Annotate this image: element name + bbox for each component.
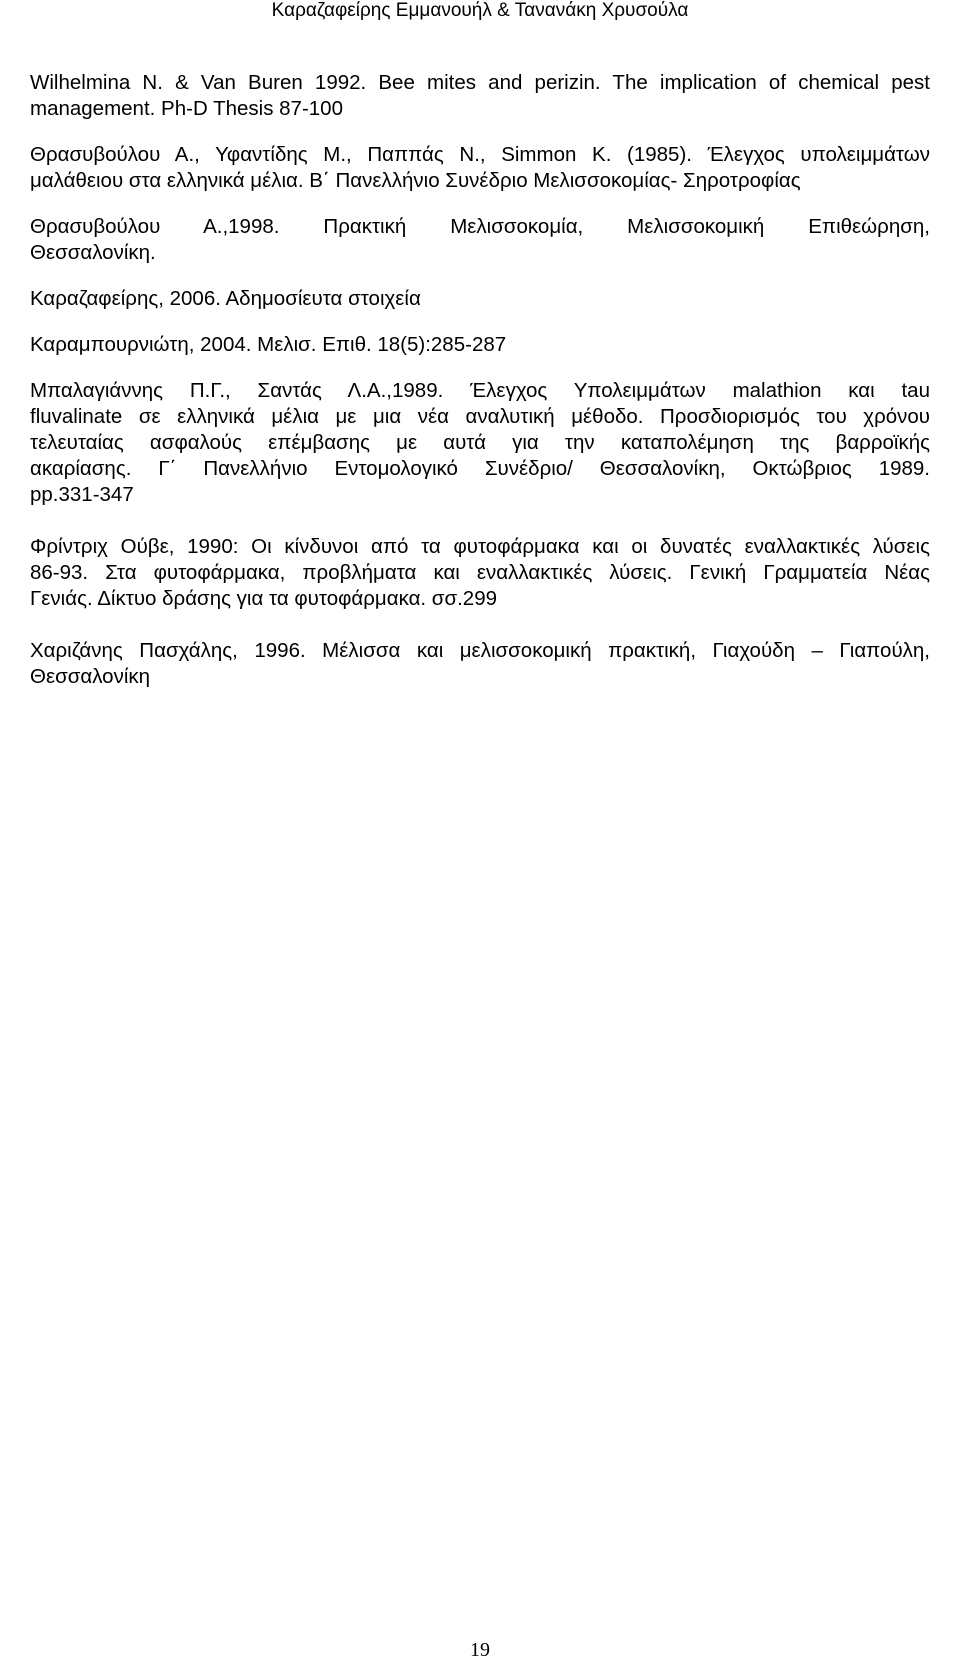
reference-line: management. Ph-D Thesis 87-100 <box>30 97 343 120</box>
reference-line: Θρασυβούλου Α., Υφαντίδης Μ., Παππάς Ν., Simmon K. (1985). Έλεγχος υπολειμμάτων <box>30 143 930 166</box>
reference-item-karazafeiris-2006 <box>30 286 930 312</box>
reference-line: Χαριζάνης Πασχάλης, 1996. Μέλισσα και μελισσοκομική πρακτική, Γιαχούδη – Γιαπούλη, <box>30 639 930 662</box>
page-number <box>0 1638 960 1662</box>
reference-list <box>30 70 930 710</box>
reference-line: pp.331-347 <box>30 483 134 506</box>
reference-item-balagiannis-1989 <box>30 378 930 508</box>
reference-item-karampourniotis-2004 <box>30 332 930 358</box>
reference-line: fluvalinate σε ελληνικά μέλια με μια νέα αναλυτική μέθοδο. Προσδιορισμός του χρόνου <box>30 405 930 428</box>
reference-line: τελευταίας ασφαλούς επέμβασης με αυτά για την καταπολέμηση της βαρροϊκής <box>30 431 930 454</box>
reference-item-charizanis-1996 <box>30 638 930 690</box>
reference-item-friedrich-1990 <box>30 534 930 612</box>
reference-line: Θρασυβούλου Α.,1998. Πρακτική Μελισσοκομία, Μελισσοκομική Επιθεώρηση, <box>30 215 930 238</box>
reference-item-wilhelmina <box>30 70 930 122</box>
reference-line: 86-93. Στα φυτοφάρμακα, προβλήματα και εναλλακτικές λύσεις. Γενική Γραμματεία Νέας <box>30 561 930 584</box>
reference-line: Καραζαφείρης, 2006. Αδημοσίευτα στοιχεία <box>30 287 421 310</box>
running-header <box>0 0 960 22</box>
reference-item-thrasyvoulou-1985 <box>30 142 930 194</box>
reference-line: Καραμπουρνιώτη, 2004. Μελισ. Επιθ. 18(5):285-287 <box>30 333 507 356</box>
header-authors: Καραζαφείρης Εμμανουήλ & Τανανάκη Χρυσούλα <box>271 0 689 21</box>
reference-line: Θεσσαλονίκη. <box>30 241 156 264</box>
reference-line: Γενιάς. Δίκτυο δράσης για τα φυτοφάρμακα. σσ.299 <box>30 587 498 610</box>
reference-line: Μπαλαγιάννης Π.Γ., Σαντάς Λ.Α.,1989. Έλεγχος Υπολειμμάτων malathion και tau <box>30 379 930 402</box>
reference-line: ακαρίασης. Γ΄ Πανελλήνιο Εντομολογικό Συνέδριο/ Θεσσαλονίκη, Οκτώβριος 1989. <box>30 457 930 480</box>
reference-line: Wilhelmina N. & Van Buren 1992. Bee mites and perizin. The implication of chemical pest <box>30 71 930 94</box>
page-number-value: 19 <box>470 1639 490 1661</box>
reference-item-thrasyvoulou-1998 <box>30 214 930 266</box>
reference-line: Θεσσαλονίκη <box>30 665 151 688</box>
reference-line: Φρίντριχ Ούβε, 1990: Οι κίνδυνοι από τα φυτοφάρμακα και οι δυνατές εναλλακτικές λύσεις <box>30 535 930 558</box>
reference-line: μαλάθειου στα ελληνικά μέλια. Β΄ Πανελλήνιο Συνέδριο Μελισσοκομίας- Σηροτροφίας <box>30 169 801 192</box>
